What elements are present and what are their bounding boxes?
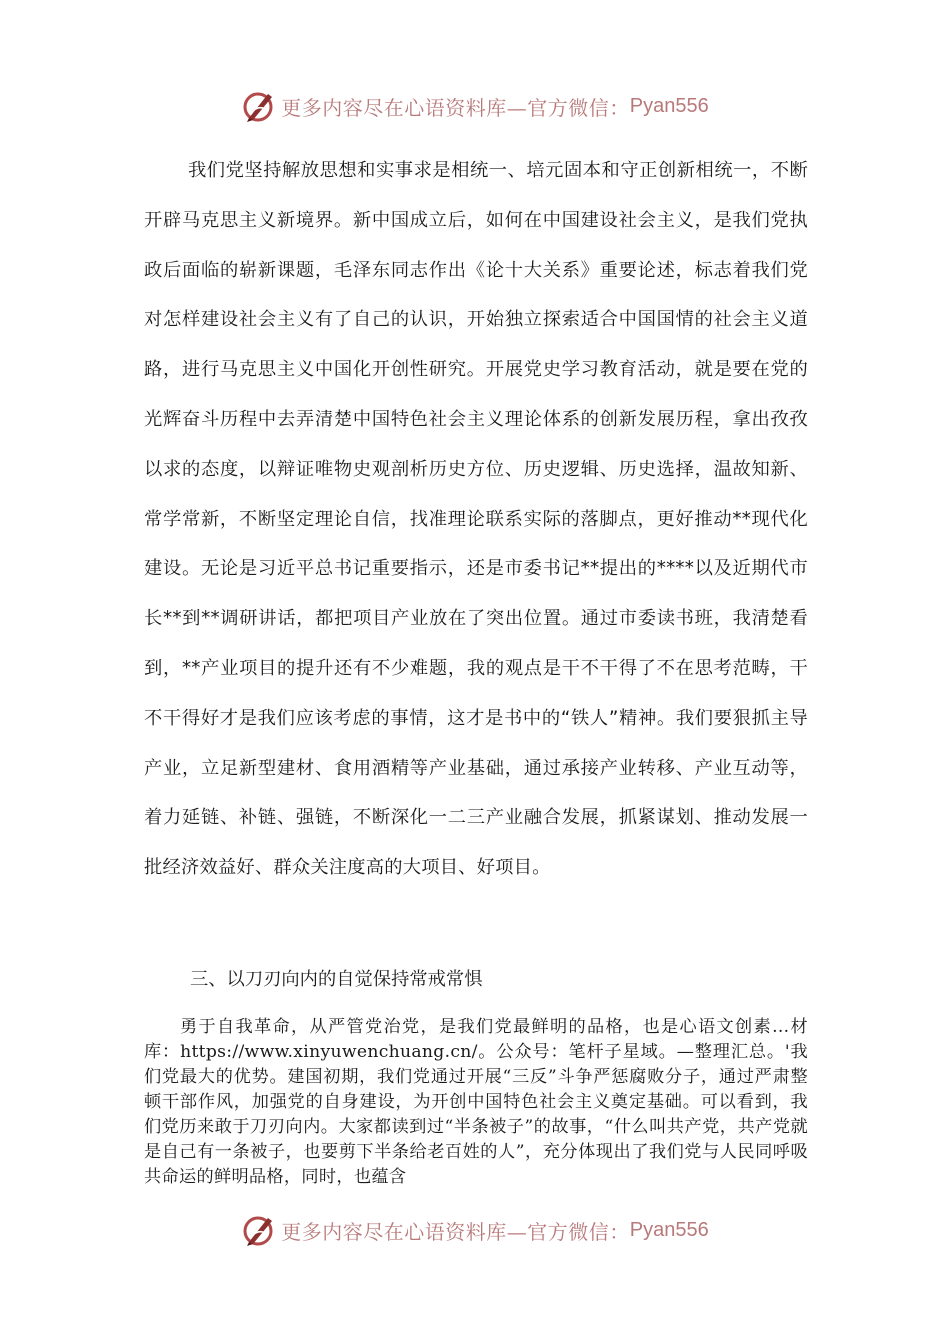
watermark-text: 更多内容尽在心语资料库—官方微信： <box>281 1219 630 1244</box>
header-watermark <box>0 86 950 126</box>
pen-logo-icon <box>241 88 277 124</box>
watermark-wechat-id: Pyan556 <box>629 1218 709 1241</box>
footer-watermark <box>0 1210 950 1250</box>
body-paragraph: 我们党坚持解放思想和实事求是相统一、培元固本和守正创新相统一，不断开辟马克思主义新境界。新中国成立后，如何在中国建设社会主义，是我们党执政后面临的崭新课题，毛泽东同志作出《论十大关系》重要论述，标志着我们党对怎样建设社会主义有了自己的认识，开始独立探索适合中国国情的社会主义道路，进行马克思主义中国化开创性研究。开展党史学习教育活动，就是要在党的光辉奋斗历程中去弄清楚中国特色社会主义理论体系的创新发展历程，拿出孜孜以求的态度，以辩证唯物史观剖析历史方位、历史逻辑、历史选择，温故知新、常学常新，不断坚定理论自信，找准理论联系实际的落脚点，更好推动**现代化建设。无论是习近平总书记重要指示，还是市委书记**提出的****以及近期代市长**到**调研讲话，都把项目产业放在了突出位置。通过市委读书班，我清楚看到，**产业项目的提升还有不少难题，我的观点是干不干得了不在思考范畴，干不干得好才是我们应该考虑的事情，这才是书中的“铁人”精神。我们要狠抓主导产业，立足新型建材、食用酒精等产业基础，通过承接产业转移、产业互动等，着力延链、补链、强链，不断深化一二三产业融合发展，抓紧谋划、推动发展一批经济效益好、群众关注度高的大项目、好项目。 <box>144 160 809 879</box>
section-heading: 三、以刀刃向内的自觉保持常戒常惧 <box>190 969 483 990</box>
watermark-wechat-id: Pyan556 <box>629 94 709 117</box>
document-body-continued <box>144 1015 808 1190</box>
pen-logo-icon <box>241 1212 277 1248</box>
watermark-text: 更多内容尽在心语资料库—官方微信： <box>281 95 630 120</box>
document-body <box>144 146 808 893</box>
body-paragraph-serif: 勇于自我革命，从严管党治党，是我们党最鲜明的品格，也是心语文创素…材库：https://www.xinyuwenchuang.cn/。公众号：笔杆子星域。—整理汇总。'我们党最大的优势。建国初期，我们党通过开展“三反”斗争严惩腐败分子，通过严肃整顿干部作风，加强党的自身建设，为开创中国特色社会主义奠定基础。可以看到，我们党历来敢于刀刃向内。大家都读到过“半条被子”的故事，“什么叫共产党，共产党就是自己有一条被子，也要剪下半条给老百姓的人”，充分体现出了我们党与人民同呼吸共命运的鲜明品格，同时，也蕴含 <box>144 1017 808 1187</box>
